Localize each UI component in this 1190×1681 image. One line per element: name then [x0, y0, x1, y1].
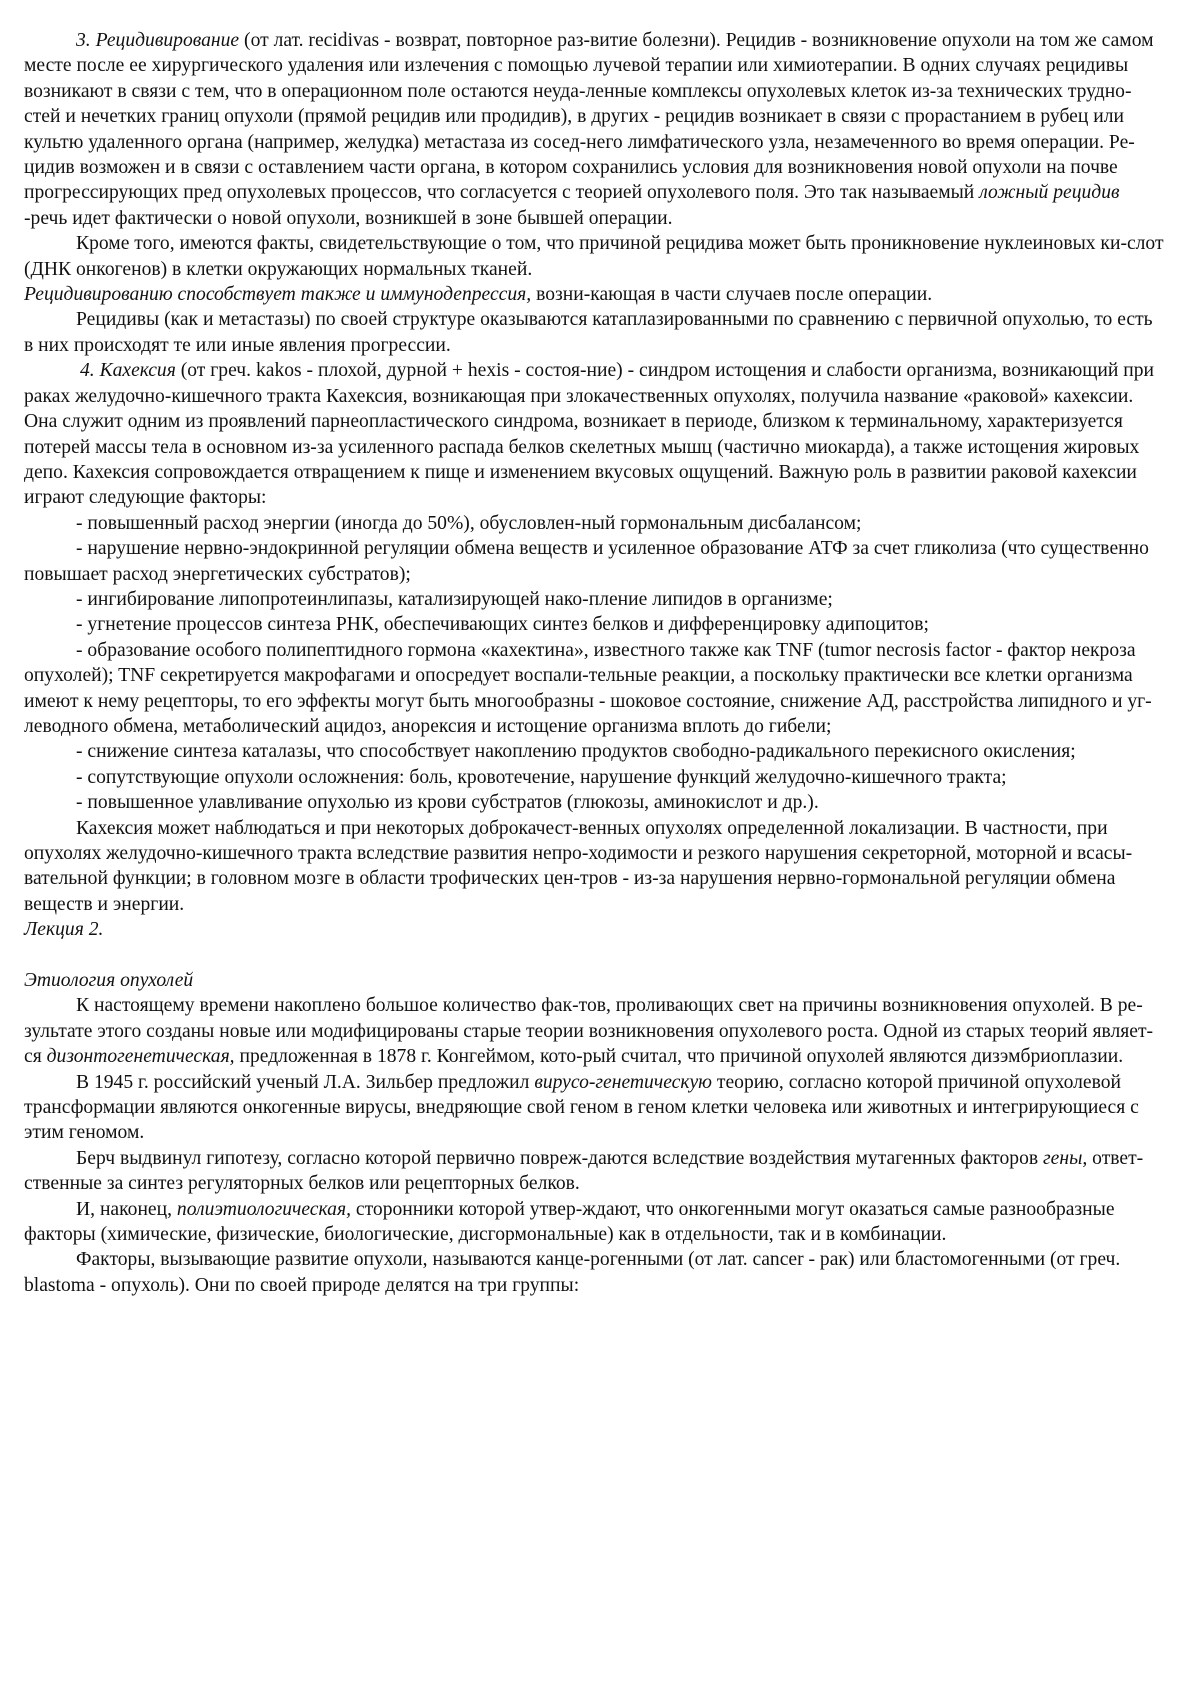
emphasis-viral-genetic: вирусо-генетическую: [534, 1071, 713, 1093]
paragraph-text: предложенная в 1878 г. Конгеймом, кото-рый считал, что причиной опухолей являются дизэмбриоплазии.: [234, 1046, 1124, 1068]
emphasis-dysontogenetic: дизонтогенетическая,: [46, 1046, 235, 1068]
factor-item: - ингибирование липопротеинлипазы, катализирующей нако-пление липидов в организме;: [76, 588, 833, 610]
paragraph-nucleic-acids: Кроме того, имеются факты, свидетельствующие о том, что причиной рецидива может быть проникновение нуклеиновых ки-слот (ДНК онкогенов) в клетки окружающих нормальных тканей.: [24, 233, 1164, 280]
emphasis-immunodepression: Рецидивированию способствует также и иммунодепрессия,: [24, 284, 532, 306]
factor-item: - повышенное улавливание опухолью из крови субстратов (глюкозы, аминокислот и др.).: [76, 792, 819, 814]
paragraph-text: (от лат. recidivas - возврат, повторное раз-витие болезни). Рецидив - возникновение опухоли на том же самом месте после ее хирургического удаления или излечения с помощью лучевой терапии или химиотерапии. В одних случаях рецидивы возникают в связи с тем, что в операционном поле остаются неуда-ленные комплексы опухолевых клеток из-за технических трудно- стей и нечетких границ опухоли (прямой рецидив или продидив), в других - рецидив возникает в связи с прорастанием в рубец или культю удаленного органа (например, желудка) метастаза из сосед-него лимфатического узла, незамеченного во время операции. Ре-цидив возможен и в связи с оставлением части органа, в котором сохранились условия для возникновения новой опухоли на почве прогрессирующих пред опухолевых процессов, что согласуется с теорией опухолевого поля. Это так называемый: [24, 30, 1154, 204]
paragraph-text: возни-кающая в части случаев после операции.: [531, 284, 933, 306]
paragraph-benign-cachexia: Кахексия может наблюдаться и при некоторых доброкачест-венных опухолях определенной локализации. В частности, при опухолях желудочно-кишечного тракта вследствие развития непро-ходимости и резкого нарушения секреторной, моторной и всасы-вательной функции; в головном мозге в области трофических цен-тров - из-за нарушения нервно-гормональной регуляции обмена веществ и энергии.: [24, 817, 1133, 915]
paragraph-recurrence-structure: Рецидивы (как и метастазы) по своей структуре оказываются катаплазированными по сравнению с первичной опухолью, то есть в них происходят те или иные явления прогрессии.: [24, 309, 1153, 356]
paragraph-viral-genetic: [24, 1070, 1166, 1146]
paragraph-text: И, наконец,: [76, 1198, 177, 1220]
paragraph-text: сторонники которой утвер-ждают, что онкогенными могут оказаться самые разнообразные факторы (химические, физические, биологические, дисгормональные) как в отдельности, так и в комбинации.: [24, 1198, 1115, 1246]
paragraph-text: В 1945 г. российский ученый Л.А. Зильбер предложил: [76, 1071, 535, 1093]
section-heading: [24, 968, 1166, 993]
factor-item: - угнетение процессов синтеза РНК, обеспечивающих синтез белков и дифференцировку адипоцитов;: [76, 614, 929, 636]
paragraph-polyetiological: [24, 1197, 1166, 1248]
paragraph-text: ответ-ственные за синтез регуляторных белков или рецепторных белков.: [24, 1147, 1144, 1195]
paragraph-immunodepression: [24, 282, 1166, 307]
paragraph-text: -речь идет фактически о новой опухоли, возникшей в зоне бывшей операции.: [24, 207, 673, 229]
emphasis-polyetiological: полиэтиологическая,: [176, 1198, 351, 1220]
spacer: [24, 943, 1166, 968]
paragraph-text: Берч выдвинул гипотезу, согласно которой первично повреж-даются вследствие воздействия мутагенных факторов: [76, 1147, 1044, 1169]
factor-item: - снижение синтеза каталазы, что способствует накоплению продуктов свободно-радикального перекисного окисления;: [76, 741, 1076, 763]
section-label-cachexia: 4. Кахексия: [80, 360, 176, 382]
paragraph-cachexia: [24, 358, 1166, 510]
factor-item: - сопутствующие опухоли осложнения: боль, кровотечение, нарушение функций желудочно-кишечного тракта;: [76, 766, 1007, 788]
paragraph-text: (от греч. kakos - плохой, дурной + hexis - состоя-ние) - синдром истощения и слабости организма, возникающий при раках желудочно-кишечного тракта Кахексия, возникающая при злокачественных опухолях, получила название «раковой» кахексии. Она служит одним из проявлений парнеопластического синдрома, возникает в периоде, близком к терминальному, характеризуется потерей массы тела в основном из-за усиленного распада белков скелетных мышц (частично миокарда), а также истощения жировых депо. Кахексия сопровождается отвращением к пище и изменением вкусовых ощущений. Важную роль в развитии раковой кахексии играют следующие факторы:: [24, 360, 1154, 509]
emphasis-false-recurrence: ложный рецидив: [979, 182, 1120, 204]
paragraph-text: К настоящему времени накоплено большое количество фак-тов, проливающих свет на причины возникновения опухолей. В ре-зультате этого созданы новые или модифицированы старые теории возникновения опухолевого роста. Одной из старых теорий являет-ся: [24, 995, 1154, 1068]
section-label-recurrence: 3. Рецидивирование: [76, 30, 240, 51]
paragraph-text: теорию, согласно которой причиной опухолевой трансформации являются онкогенные вирусы, внедряющие свой геном в геном клетки человека или животных и интегрирующиеся с этим геномом.: [24, 1071, 1139, 1144]
lecture-heading: [24, 917, 1166, 942]
emphasis-genes: гены,: [1043, 1147, 1088, 1169]
lecture-label: Лекция 2.: [24, 919, 104, 941]
factor-item: - нарушение нервно-эндокринной регуляции обмена веществ и усиленное образование АТФ за счет гликолиза (что существенно повышает расход энергетических субстратов);: [24, 538, 1149, 585]
factor-item: - повышенный расход энергии (иногда до 50%), обусловлен-ный гормональным дисбалансом;: [76, 512, 862, 534]
section-heading-text: Этиология опухолей: [24, 970, 194, 992]
paragraph-recurrence: [24, 28, 1166, 231]
paragraph-carcinogens: Факторы, вызывающие развитие опухоли, называются канце-рогенными (от лат. cancer - рак) или бластомогенными (от греч. blastoma - опухоль). Они по своей природе делятся на три группы:: [24, 1249, 1121, 1296]
factor-item: - образование особого полипептидного гормона «кахектина», известного также как TNF (tumor necrosis factor - фактор некроза опухолей); TNF секретируется макрофагами и опосредует воспали-тельные реакции, а поскольку практически все клетки организма имеют к нему рецепторы, то его эффекты могут быть многообразны - шоковое состояние, снижение АД, расстройства липидного и уг-леводного обмена, метаболический ацидоз, анорексия и истощение организма вплоть до гибели;: [24, 639, 1152, 737]
paragraph-dysontogenetic: [24, 993, 1166, 1069]
paragraph-burch: [24, 1146, 1166, 1197]
